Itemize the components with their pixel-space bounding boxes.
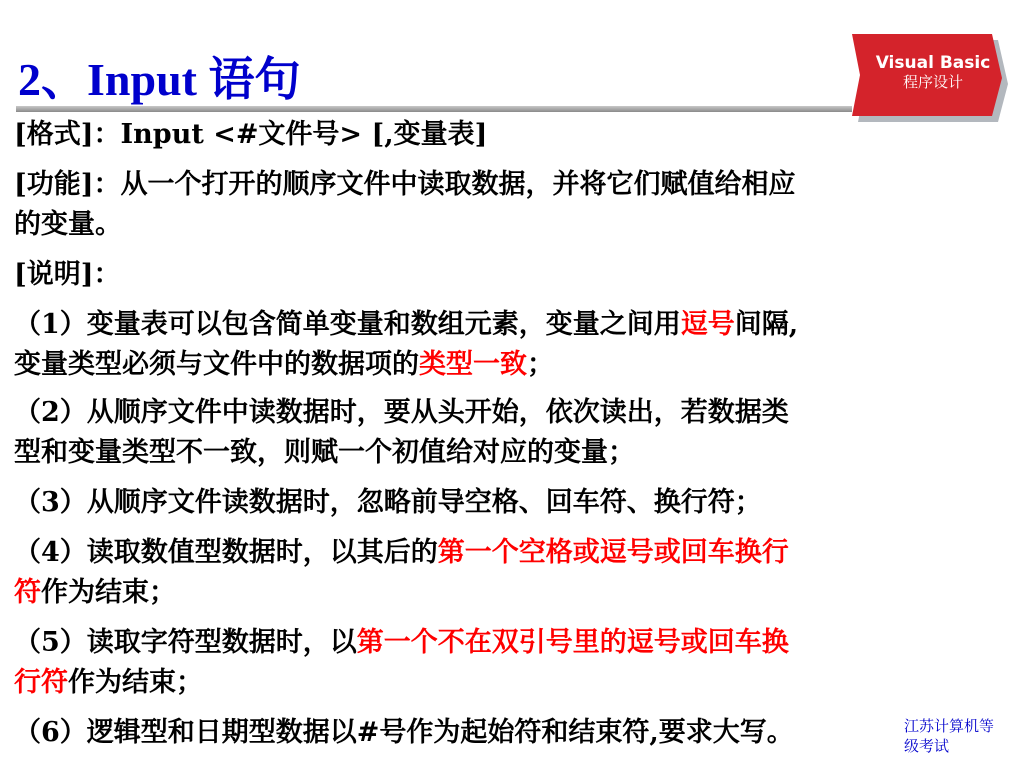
item-text: （5）读取字符型数据时，以 — [14, 627, 357, 658]
item-4-line-1 — [14, 538, 789, 568]
item-3-line-1: （3）从顺序文件读数据时，忽略前导空格、回车符、换行符； — [14, 487, 762, 518]
title-underline — [16, 106, 852, 112]
item-4-line-2 — [14, 578, 176, 608]
item-6-line-1: （6）逻辑型和日期型数据以#号作为起始符和结束符,要求大写。 — [14, 717, 794, 748]
highlight-text: 第一个不在双引号里的逗号或回车换 — [356, 627, 789, 658]
item-text: 变量类型必须与文件中的数据项的 — [14, 349, 419, 380]
logo-subtitle: 程序设计 — [902, 72, 963, 91]
highlight-text: 符 — [14, 577, 41, 608]
function-line-1: [功能]：从一个打开的顺序文件中读取数据，并将它们赋值给相应 — [14, 169, 796, 200]
item-2-line-1: （2）从顺序文件中读数据时，要从头开始，依次读出，若数据类 — [14, 397, 789, 428]
item-2-line-2: 型和变量类型不一致，则赋一个初值给对应的变量； — [14, 437, 635, 468]
highlight-text: 第一个空格或逗号或回车换行 — [437, 537, 789, 568]
item-text: （4）读取数值型数据时，以其后的 — [14, 537, 438, 568]
item-5-line-2 — [14, 668, 203, 698]
item-text: （1）变量表可以包含简单变量和数组元素，变量之间用 — [14, 309, 681, 340]
footer-line-1: 江苏计算机等 — [904, 717, 995, 735]
item-text: ； — [527, 349, 554, 380]
logo-title: Visual Basic — [875, 53, 991, 73]
highlight-text: 行符 — [14, 667, 68, 698]
highlight-text: 逗号 — [680, 309, 735, 340]
item-1-line-2 — [14, 350, 554, 380]
item-text: 作为结束； — [41, 577, 176, 608]
slide-title: 2、Input 语句 — [18, 54, 301, 105]
function-line-2: 的变量。 — [14, 209, 122, 240]
highlight-text: 类型一致 — [419, 349, 527, 380]
syntax-line: [格式]：Input <#文件号> [,变量表] — [14, 119, 488, 150]
item-1-line-1 — [14, 310, 798, 340]
item-text: 间隔, — [734, 309, 799, 340]
item-text: 作为结束； — [68, 667, 203, 698]
footer-line-2: 级考试 — [904, 737, 950, 755]
explain-label: [说明]： — [14, 259, 121, 290]
item-5-line-1 — [14, 628, 789, 658]
footer-caption — [904, 716, 994, 756]
vb-logo-text — [852, 54, 1014, 91]
